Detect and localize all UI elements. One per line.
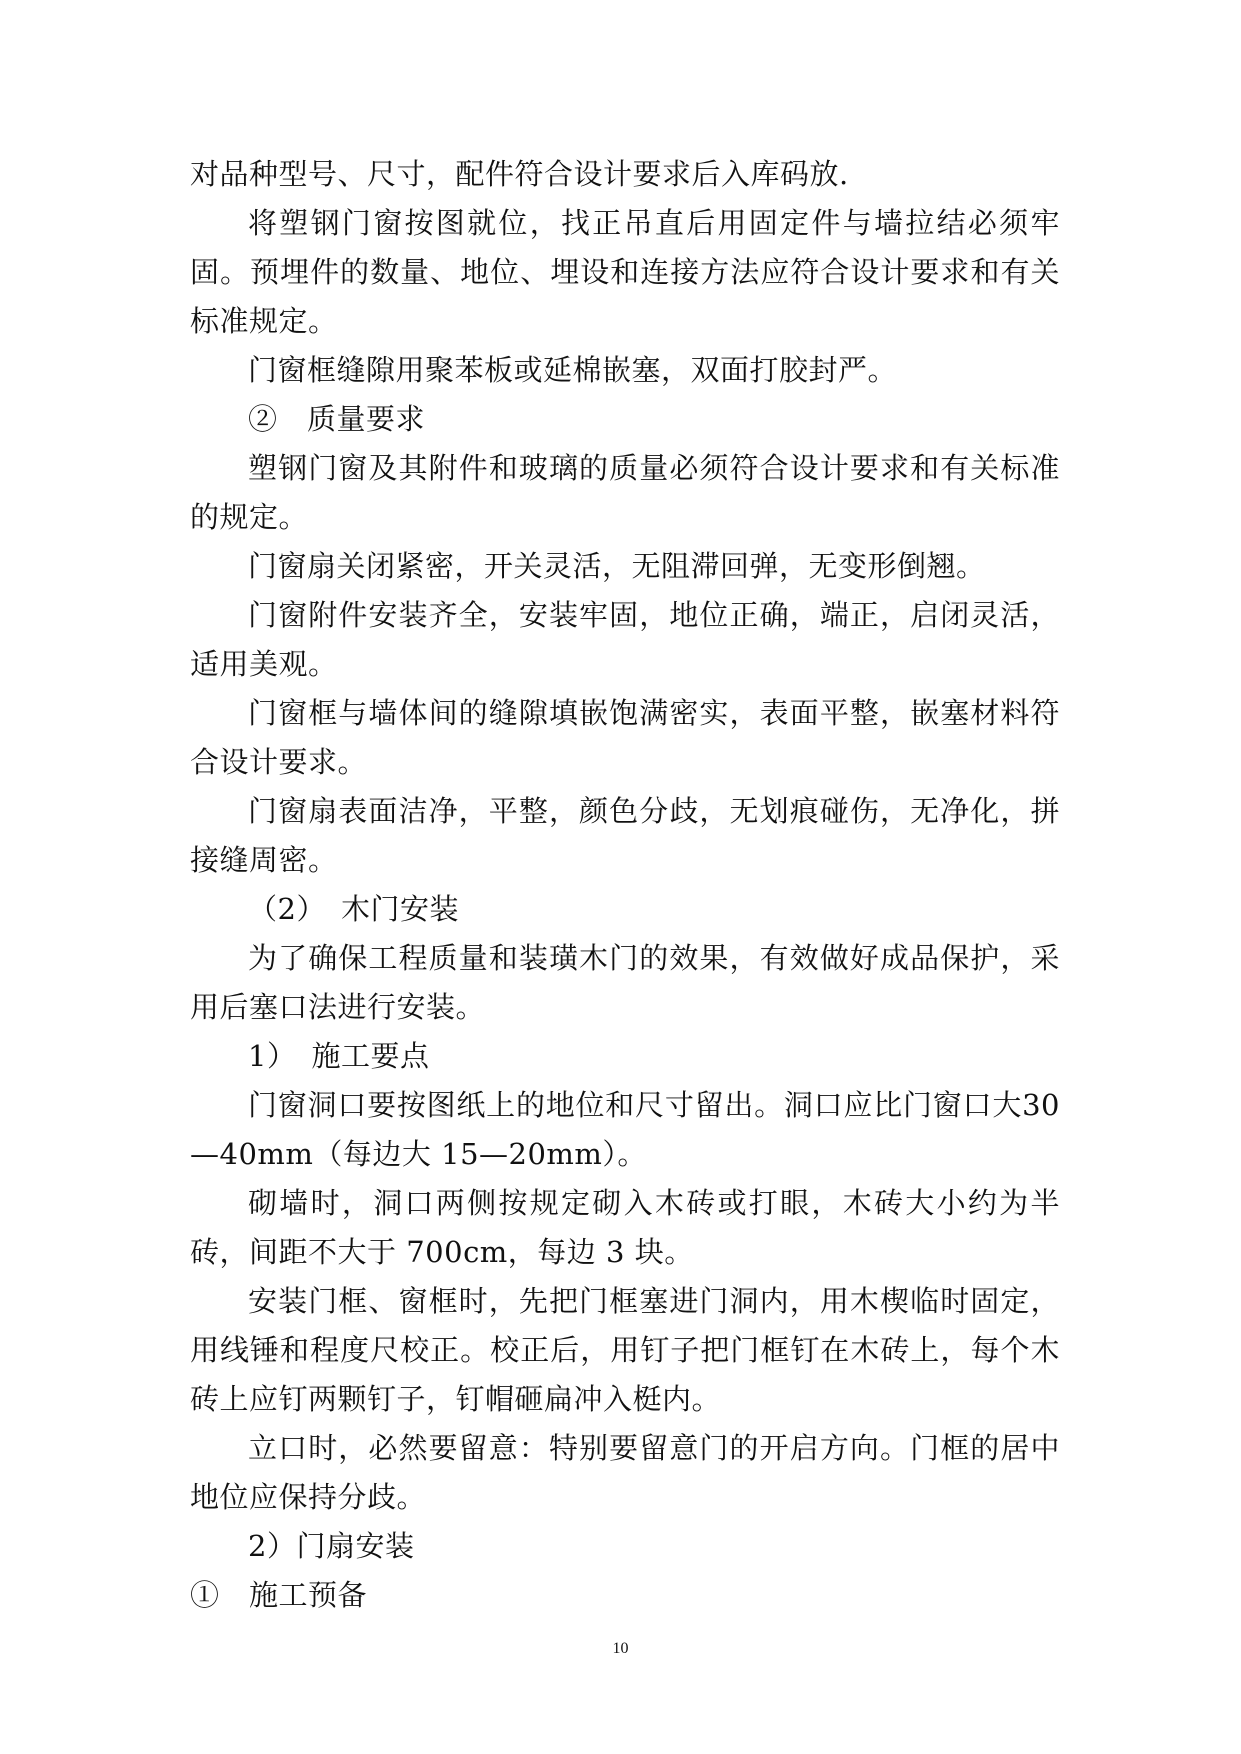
paragraph: 门窗框与墙体间的缝隙填嵌饱满密实，表面平整，嵌塞材料符合设计要求。 (190, 696, 1060, 779)
paragraph: 门窗扇关闭紧密，开关灵活，无阻滞回弹，无变形倒翘。 (248, 549, 986, 583)
paragraph: 安装门框、窗框时，先把门框塞进门洞内，用木楔临时固定，用线锤和程度尺校正。校正后，用钉子把门框钉在木砖上，每个木砖上应钉两颗钉子，钉帽砸扁冲入梃内。 (190, 1284, 1060, 1416)
paragraph: 为了确保工程质量和装璜木门的效果，有效做好成品保护，采用后塞口法进行安装。 (190, 941, 1060, 1024)
body-text (190, 150, 1060, 1620)
paragraph: 砌墙时，洞口两侧按规定砌入木砖或打眼，木砖大小约为半砖，间距不大于 700cm，每边 3 块。 (190, 1186, 1060, 1269)
section-heading: ① 施工预备 (190, 1578, 368, 1612)
paragraph: 门窗附件安装齐全，安装牢固，地位正确，端正，启闭灵活，适用美观。 (190, 598, 1060, 681)
paragraph: 对品种型号、尺寸，配件符合设计要求后入库码放. (190, 157, 849, 191)
paragraph: 立口时，必然要留意：特别要留意门的开启方向。门框的居中地位应保持分歧。 (190, 1431, 1060, 1514)
paragraph: 塑钢门窗及其附件和玻璃的质量必须符合设计要求和有关标准的规定。 (190, 451, 1060, 534)
section-heading: ② 质量要求 (248, 402, 426, 436)
paragraph: 门窗框缝隙用聚苯板或延棉嵌塞，双面打胶封严。 (248, 353, 898, 387)
paragraph: 门窗扇表面洁净，平整，颜色分歧，无划痕碰伤，无净化，拼接缝周密。 (190, 794, 1060, 877)
paragraph: 将塑钢门窗按图就位，找正吊直后用固定件与墙拉结必须牢固。预埋件的数量、地位、埋设和连接方法应符合设计要求和有关标准规定。 (190, 206, 1060, 338)
page-number: 10 (612, 1640, 629, 1657)
section-heading: 1） 施工要点 (248, 1039, 430, 1073)
section-heading: 2）门扇安装 (248, 1529, 415, 1563)
paragraph: 门窗洞口要按图纸上的地位和尺寸留出。洞口应比门窗口大30—40mm（每边大 15—20mm）。 (190, 1088, 1060, 1171)
section-heading: （2） 木门安装 (248, 892, 459, 926)
